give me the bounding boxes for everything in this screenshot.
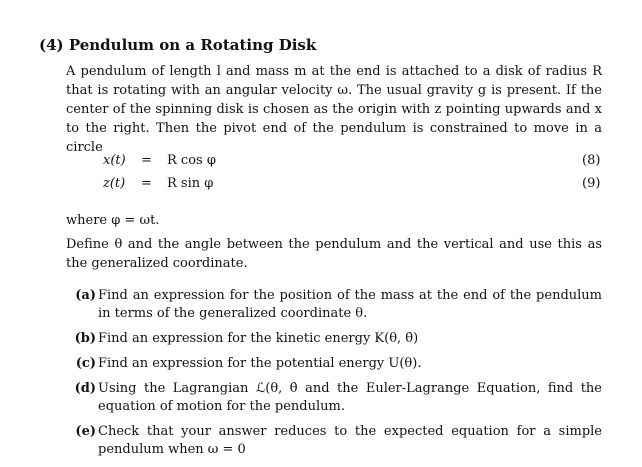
part-label: (b): [74, 331, 96, 346]
equation-lhs: x(t): [103, 153, 126, 168]
part-label: (e): [75, 424, 96, 439]
equation-rhs: R cos φ: [167, 153, 216, 168]
where-text: where φ = ωt.: [66, 213, 160, 228]
define-paragraph: Define θ and the angle between the pendulum and the vertical and use this as the generalized coordinate.: [66, 237, 602, 271]
equation-lhs: z(t): [103, 176, 126, 191]
part-text: Find an expression for the potential energy U(θ).: [98, 356, 422, 371]
question-parts-list: [0, 287, 642, 466]
equation-number: (9): [582, 176, 601, 191]
equation-equals: =: [141, 176, 152, 191]
equation-number: (8): [582, 153, 601, 168]
section-heading: (4) Pendulum on a Rotating Disk: [39, 36, 317, 54]
part-text: Using the Lagrangian ℒ(θ, θ̇ and the Euler-Lagrange Equation, find the equation of motion for the pendulum.: [98, 381, 602, 414]
equation-equals: =: [141, 153, 152, 168]
part-label: (c): [75, 356, 96, 371]
equation-row: [0, 176, 642, 194]
equation-rhs: R sin φ: [167, 176, 214, 191]
part-label: (d): [74, 381, 96, 396]
part-label: (a): [75, 288, 96, 303]
question-part: [0, 423, 642, 459]
question-part: [0, 287, 642, 323]
question-part: [0, 330, 642, 348]
part-text: Find an expression for the kinetic energy K(θ, θ̇): [98, 331, 419, 346]
part-text: Find an expression for the position of the mass at the end of the pendulum in terms of the generalized coordinate θ.: [98, 288, 602, 321]
equation-row: [0, 153, 642, 171]
question-part: [0, 380, 642, 416]
question-part: [0, 355, 642, 373]
intro-paragraph: A pendulum of length l and mass m at the end is attached to a disk of radius R that is rotating with an angular velocity ω. The usual gravity g is present. If the center of the spinning disk is chosen as the origin with z pointing upwards and x to the right. Then the pivot end of the pendulum is constrained to move in a circle: [66, 64, 602, 155]
part-text: Check that your answer reduces to the expected equation for a simple pendulum when ω = 0: [98, 424, 602, 457]
